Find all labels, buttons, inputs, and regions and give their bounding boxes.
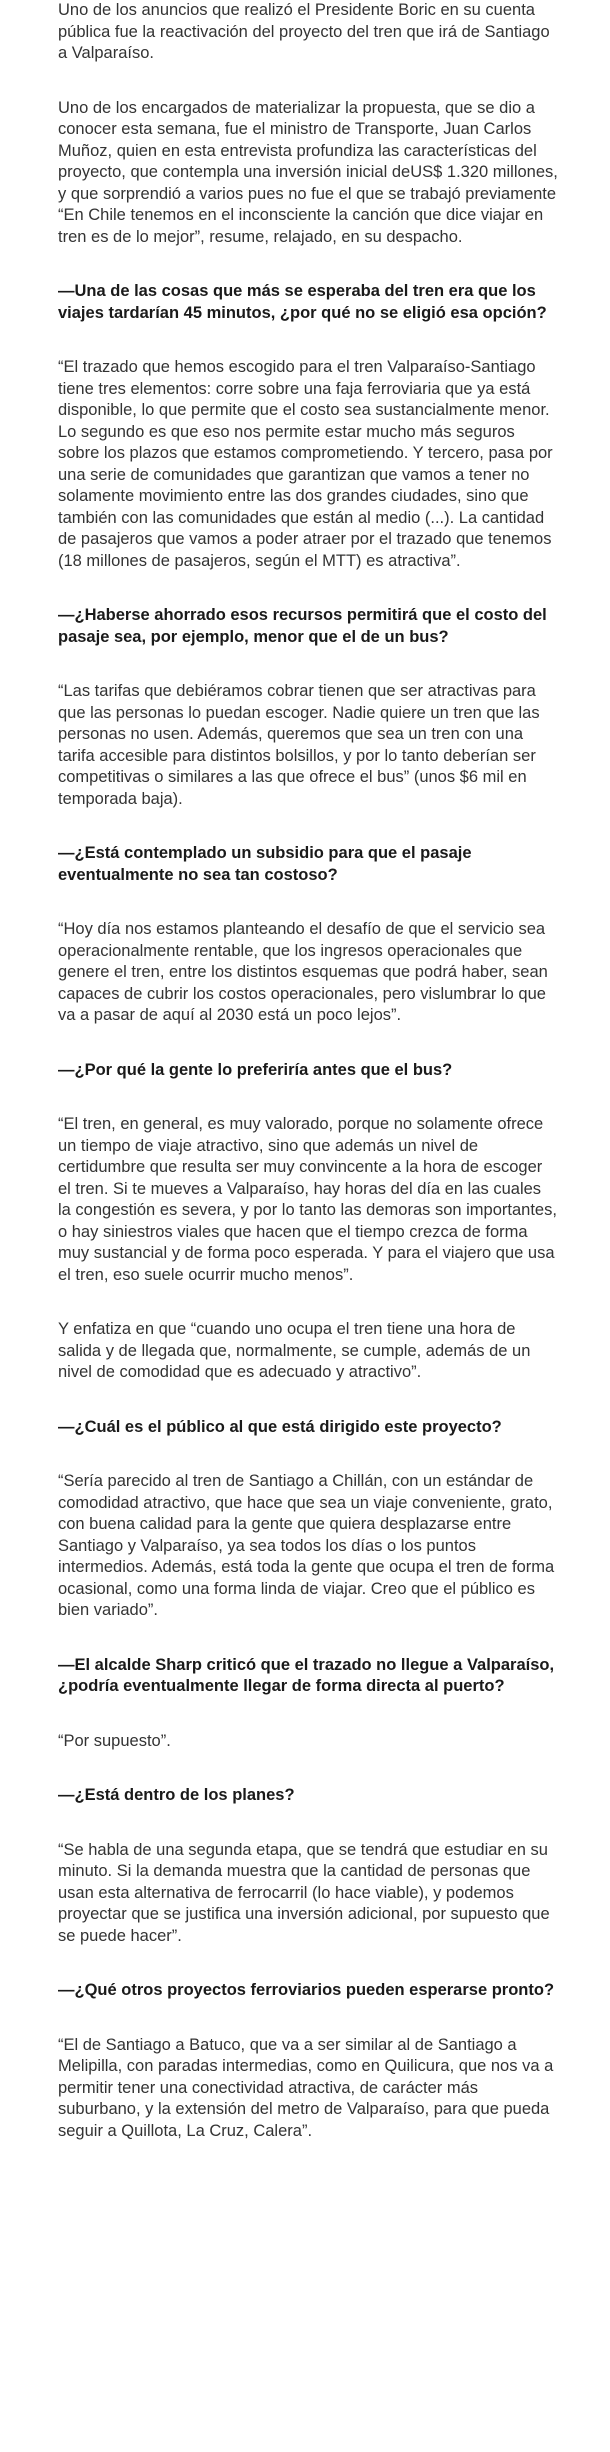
interview-question: —Una de las cosas que más se esperaba del tren era que los viajes tardarían 45 minutos, ¿por qué no se eligió esa opción? bbox=[58, 282, 547, 322]
article-paragraph: “El trazado que hemos escogido para el tren Valparaíso-Santiago tiene tres elementos: corre sobre una faja ferroviaria que ya está disponible, lo que permite que el costo sea sustancialmente menor. Lo segundo es que eso nos permite estar mucho más seguros sobre los plazos que estamos comprometiendo. Y tercero, pasa por una serie de comunidades que garantizan que vamos a tener no solamente movimiento entre las dos grandes ciudades, sino que también con las comunidades que están al medio (...). La cantidad de pasajeros que vamos a poder atraer por el trazado que tenemos (18 millones de pasajeros, según el MTT) es atractiva”. bbox=[58, 358, 553, 570]
interview-question: —El alcalde Sharp criticó que el trazado no llegue a Valparaíso, ¿podría eventualmente llegar de forma directa al puerto? bbox=[58, 1655, 555, 1695]
interview-question: —¿Está dentro de los planes? bbox=[58, 1786, 295, 1804]
article-paragraph: “Las tarifas que debiéramos cobrar tienen que ser atractivas para que las personas lo puedan escoger. Nadie quiere un tren que las personas no usen. Además, queremos que sea un tren con una tarifa accesible para distintos bolsillos, y por lo tanto deberían ser competitivas o similares a las que ofrece el bus” (unos $6 mil en temporada baja). bbox=[58, 682, 540, 808]
interview-question: —¿Qué otros proyectos ferroviarios pueden esperarse pronto? bbox=[58, 1981, 555, 1999]
interview-question: —¿Cuál es el público al que está dirigido este proyecto? bbox=[58, 1417, 502, 1436]
article-paragraph: “El de Santiago a Batuco, que va a ser similar al de Santiago a Melipilla, con paradas intermedias, como en Quilicura, que nos va a permitir tener una conectividad atractiva, de carácter más suburbano, y la extensión del metro de Valparaíso, para que pueda seguir a Quillota, La Cruz, Calera”. bbox=[58, 2035, 554, 2140]
article-paragraph: “El tren, en general, es muy valorado, porque no solamente ofrece un tiempo de viaje atractivo, sino que además un nivel de certidumbre que resulta ser muy convincente a la hora de escoger el tren. Si te mueves a Valparaíso, hay horas del día en las cuales la congestión es severa, y por lo tanto las demoras son importantes, o hay siniestros viales que hacen que el tiempo crezca de forma muy sustancial y de forma poco esperada. Y para el viajero que usa el tren, eso suele ocurrir mucho menos”. bbox=[58, 1115, 557, 1284]
article-body bbox=[58, 0, 558, 2142]
article-paragraph: “Hoy día nos estamos planteando el desafío de que el servicio sea operacionalmente rentable, que los ingresos operacionales que genere el tren, entre los distintos esquemas que podrá haber, sean capaces de cubrir los costos operacionales, pero vislumbrar lo que va a pasar de aquí al 2030 está un poco lejos”. bbox=[58, 920, 548, 1024]
article-paragraph: “Se habla de una segunda etapa, que se tendrá que estudiar en su minuto. Si la demanda muestra que la cantidad de personas que usan esta alternativa de ferrocarril (lo hace viable), y podemos proyectar que se justifica una inversión adicional, por supuesto que se puede hacer”. bbox=[58, 1840, 550, 1945]
interview-question: —¿Haberse ahorrado esos recursos permitirá que el costo del pasaje sea, por ejemplo, menor que el de un bus? bbox=[58, 606, 547, 646]
interview-question: —¿Está contemplado un subsidio para que el pasaje eventualmente no sea tan costoso? bbox=[58, 844, 472, 884]
article-paragraph: Uno de los encargados de materializar la propuesta, que se dio a conocer esta semana, fue el ministro de Transporte, Juan Carlos Muñoz, quien en esta entrevista profundiza las características del proyecto, que contempla una inversión inicial deUS$ 1.320 millones, y que sorprendió a varios pues no fue el que se trabajó previamente “En Chile tenemos en el inconsciente la canción que dice viajar en tren es de lo mejor”, resume, relajado, en su despacho. bbox=[58, 98, 558, 246]
article-paragraph: “Sería parecido al tren de Santiago a Chillán, con un estándar de comodidad atractivo, que hace que sea un viaje conveniente, grato, con buena calidad para la gente que quiera desplazarse entre Santiago y Valparaíso, ya sea todos los días o los puntos intermedios. Además, está toda la gente que ocupa el tren de forma ocasional, como una forma linda de viajar. Creo que el público es bien variado”. bbox=[58, 1472, 555, 1619]
article-paragraph: Y enfatiza en que “cuando uno ocupa el tren tiene una hora de salida y de llegada que, normalmente, se cumple, además de un nivel de comodidad que es adecuado y atractivo”. bbox=[58, 1320, 531, 1381]
interview-question: —¿Por qué la gente lo preferiría antes que el bus? bbox=[58, 1060, 453, 1079]
article-paragraph: Uno de los anuncios que realizó el Presidente Boric en su cuenta pública fue la reactivación del proyecto del tren que irá de Santiago a Valparaíso. bbox=[58, 1, 550, 62]
article-paragraph: “Por supuesto”. bbox=[58, 1731, 171, 1750]
